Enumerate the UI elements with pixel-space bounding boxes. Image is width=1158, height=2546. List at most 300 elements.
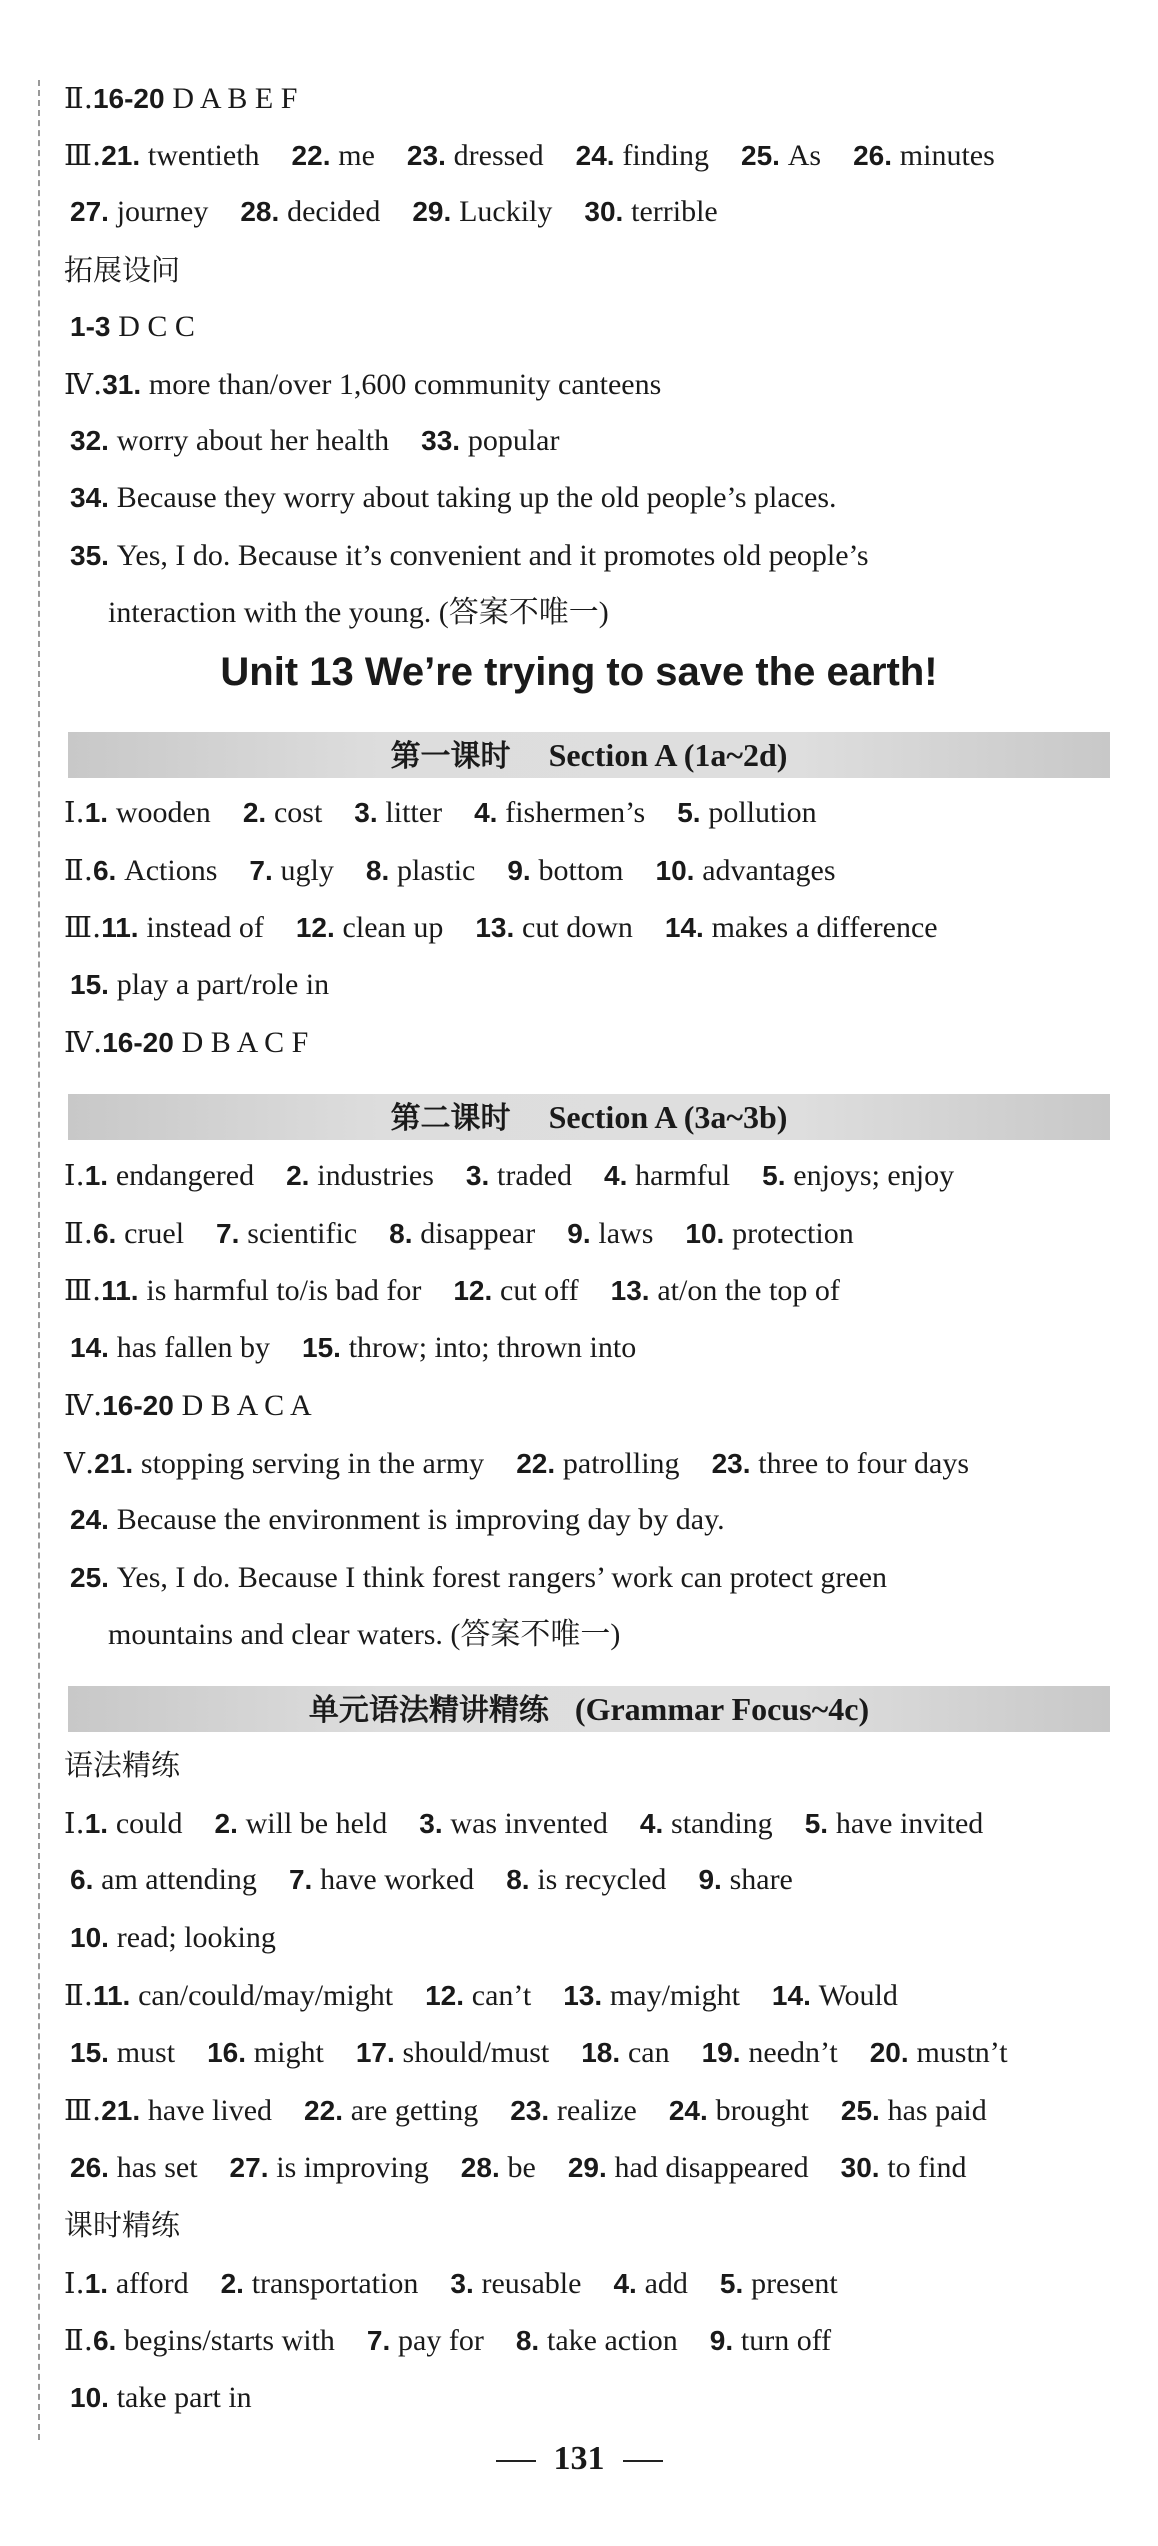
- answer-number: 5: [804, 1807, 821, 1839]
- answer-text: take action: [546, 2324, 678, 2357]
- answer-text: take part in: [116, 2380, 252, 2414]
- answer-item: 9. share: [698, 1863, 793, 1896]
- answer-number: 14: [70, 1331, 102, 1363]
- answer-text: bottom: [538, 853, 624, 887]
- answer-number: 9: [507, 854, 523, 886]
- answer-text: disappear: [420, 1216, 536, 1250]
- answer-item: 3. traded: [465, 1159, 573, 1192]
- answer-number: 16-20: [102, 1027, 174, 1058]
- answer-item: 7. ugly: [249, 853, 334, 887]
- answer-line: [70, 536, 869, 576]
- answer-number: 34: [70, 482, 102, 514]
- answer-number: 5: [762, 1160, 778, 1191]
- answer-item: 1. afford: [84, 2266, 189, 2300]
- answer-item: 9. laws: [567, 1216, 654, 1250]
- answer-number: 8: [365, 854, 382, 886]
- answer-line: [64, 135, 995, 176]
- answer-text: plastic: [397, 853, 476, 887]
- section-2-zh: 第二课时: [390, 1101, 511, 1136]
- answer-line: [64, 2090, 987, 2131]
- answer-line: [70, 1918, 276, 1958]
- answer-item: 25. As: [741, 139, 822, 173]
- roman-numeral: Ⅱ.: [64, 852, 93, 887]
- answer-item: 5. present: [719, 2266, 838, 2300]
- answer-line: [64, 907, 938, 948]
- answer-number: 13: [563, 1980, 595, 2011]
- answer-line: [64, 1385, 312, 1426]
- answer-text: laws: [598, 1216, 654, 1250]
- answer-item: 5. have invited: [804, 1806, 984, 1840]
- answer-number: 8: [389, 1217, 405, 1249]
- answer-number: 15: [70, 2036, 102, 2068]
- roman-numeral: Ⅱ.: [64, 1978, 93, 2012]
- answer-item: 9. bottom: [507, 853, 624, 887]
- answer-text: instead of: [146, 911, 264, 944]
- answer-number: 3: [354, 797, 370, 828]
- answer-line: [64, 1022, 308, 1063]
- answer-line: [70, 2148, 967, 2188]
- answer-text: journey: [116, 195, 209, 229]
- answer-item: 19. needn’t: [701, 2035, 838, 2069]
- answer-number: 25: [840, 2095, 873, 2126]
- answer-number: 26: [70, 2151, 102, 2183]
- answer-item: 25. Yes, I do. Because I think forest rangers’ work can protect green: [70, 1560, 888, 1594]
- answer-number: 8: [506, 1864, 522, 1895]
- answer-item: 14. Would: [771, 1979, 898, 2012]
- section-1-zh: 第一课时: [390, 739, 511, 774]
- answer-line: [70, 1860, 793, 1900]
- answer-text: is harmful to/is bad for: [146, 1274, 422, 1307]
- answer-item: 24. Because the environment is improving day by day.: [70, 1503, 725, 1536]
- subheading: 语法精练: [64, 1748, 181, 1782]
- answer-number: 4: [474, 797, 490, 828]
- answer-text: turn off: [740, 2324, 832, 2357]
- answer-item: 3. reusable: [450, 2266, 582, 2300]
- answer-item: 21. stopping serving in the army: [94, 1446, 485, 1480]
- answer-number: 1: [84, 1160, 101, 1191]
- answer-item: 6. cruel: [92, 1216, 185, 1250]
- subheading: 拓展设问: [64, 252, 181, 287]
- answer-text: litter: [385, 796, 443, 829]
- answer-number: 7: [249, 854, 265, 886]
- answer-item: 13. may/might: [563, 1979, 740, 2012]
- answer-text: has set: [116, 2150, 198, 2184]
- answer-item: 27. journey: [70, 195, 209, 229]
- answer-item: 26. has set: [70, 2150, 198, 2184]
- answer-text: finding: [622, 139, 710, 173]
- section-header-1: [68, 732, 1110, 778]
- answer-item: 12. can’t: [425, 1979, 532, 2012]
- answer-text: has fallen by: [116, 1330, 270, 1364]
- answer-number: 1: [84, 1807, 101, 1839]
- answer-line: [70, 1328, 636, 1368]
- answer-number: 10: [685, 1217, 717, 1249]
- answer-item: 13. cut down: [475, 911, 633, 944]
- answer-text: was invented: [450, 1806, 608, 1840]
- answer-text: add: [644, 2266, 688, 2300]
- roman-numeral: Ⅱ.: [64, 2323, 93, 2357]
- answer-number: 12: [425, 1980, 457, 2011]
- answer-item: 28. decided: [240, 195, 381, 229]
- answer-number: 2: [220, 2267, 237, 2299]
- answer-number: 1: [84, 797, 101, 828]
- answer-text: makes a difference: [711, 911, 938, 944]
- roman-numeral: Ⅲ.: [64, 1273, 102, 1307]
- answer-text: Would: [818, 1979, 898, 2012]
- answer-text: terrible: [631, 195, 718, 229]
- answer-line: [64, 1213, 854, 1254]
- answer-item: [102, 1026, 308, 1059]
- answer-line: [70, 192, 718, 232]
- answer-text: three to four days: [758, 1446, 970, 1480]
- answer-text: As: [787, 139, 822, 173]
- answer-text: will be held: [245, 1806, 388, 1840]
- answer-number: 9: [567, 1217, 583, 1249]
- roman-numeral: Ⅴ.: [64, 1445, 95, 1480]
- answer-number: 13: [610, 1275, 642, 1306]
- answer-text: D B A C A: [181, 1389, 312, 1422]
- answer-item: 35. Yes, I do. Because it’s convenient and it promotes old people’s: [70, 538, 869, 572]
- answer-item: 9. turn off: [709, 2324, 832, 2357]
- answer-number: 7: [216, 1217, 232, 1249]
- answer-number: 6: [70, 1864, 86, 1895]
- answer-item: 2. will be held: [214, 1806, 388, 1840]
- answer-line: [64, 792, 817, 833]
- answer-line: [64, 78, 297, 119]
- answer-number: 6: [92, 854, 109, 886]
- answer-text: traded: [497, 1159, 573, 1192]
- subheading: 课时精练: [64, 2208, 181, 2242]
- answer-item: 25. has paid: [840, 2094, 987, 2127]
- answer-number: 7: [288, 1864, 305, 1895]
- answer-number: 6: [92, 2325, 109, 2356]
- answer-item: 23. dressed: [406, 139, 544, 173]
- answer-number: 4: [613, 2267, 630, 2299]
- answer-item: 8. disappear: [389, 1216, 536, 1250]
- answer-text: are getting: [350, 2094, 479, 2127]
- answer-number: 24: [575, 140, 607, 172]
- answer-text: is recycled: [537, 1863, 667, 1896]
- answer-item: 5. pollution: [677, 796, 817, 829]
- answer-number: 27: [229, 2151, 261, 2183]
- page-footer: [0, 2440, 1158, 2478]
- answer-number: 9: [698, 1864, 715, 1895]
- answer-item: 3. litter: [354, 796, 443, 829]
- roman-numeral: Ⅱ.: [64, 1215, 93, 1250]
- answer-item: 16. might: [207, 2035, 324, 2069]
- answer-item: 33. popular: [421, 424, 560, 458]
- answer-text: have worked: [320, 1863, 475, 1896]
- answer-item: 31. more than/over 1,600 community canteens: [102, 368, 662, 401]
- answer-continuation: mountains and clear waters. (答案不唯一): [108, 1618, 621, 1651]
- answer-number: 14: [771, 1980, 804, 2011]
- answer-item: 30. to find: [840, 2150, 967, 2184]
- answer-text: may/might: [609, 1979, 740, 2012]
- answer-text: reusable: [481, 2266, 582, 2300]
- answer-text: needn’t: [748, 2035, 838, 2069]
- answer-item: 23. realize: [510, 2094, 637, 2127]
- roman-numeral: Ⅲ.: [64, 910, 102, 944]
- answer-item: 22. patrolling: [516, 1446, 680, 1480]
- answer-number: 13: [475, 912, 507, 943]
- footer-dash-right: [623, 2460, 663, 2462]
- answer-item: 12. cut off: [453, 1274, 579, 1307]
- answer-text: clean up: [342, 911, 444, 944]
- answer-text: D A B E F: [172, 82, 298, 115]
- answer-number: 33: [421, 425, 453, 457]
- answer-text: cruel: [124, 1216, 185, 1250]
- answer-item: 17. should/must: [355, 2035, 550, 2069]
- answer-number: 16-20: [102, 1390, 174, 1421]
- answer-text: play a part/role in: [116, 967, 330, 1001]
- answer-item: 15. play a part/role in: [70, 967, 330, 1001]
- answer-item: 14. makes a difference: [664, 911, 938, 944]
- answer-line: [64, 1803, 983, 1844]
- answer-number: 3: [450, 2267, 466, 2299]
- answer-number: 32: [70, 425, 102, 457]
- answer-item: 24. finding: [575, 139, 710, 173]
- answer-text: minutes: [899, 139, 995, 173]
- answer-number: 28: [460, 2151, 492, 2183]
- answer-number: 22: [291, 140, 323, 172]
- answer-text: D C C: [118, 309, 195, 343]
- answer-text: Luckily: [459, 195, 553, 229]
- answer-item: 8. take action: [515, 2324, 678, 2357]
- answer-text: Yes, I do. Because I think forest rangers’ work can protect green: [116, 1560, 888, 1594]
- answer-number: 14: [664, 912, 697, 943]
- answer-item: 6. Actions: [92, 853, 218, 887]
- roman-numeral: Ⅱ.: [64, 81, 93, 115]
- answer-item: 10. take part in: [70, 2380, 252, 2414]
- answer-number: 11: [101, 1275, 131, 1306]
- answer-text: realize: [556, 2094, 637, 2127]
- answer-item: 15. must: [70, 2035, 176, 2069]
- answer-line: [64, 2263, 838, 2304]
- answer-number: 20: [869, 2036, 901, 2068]
- answer-item: [102, 1389, 311, 1422]
- answer-text: could: [115, 1806, 183, 1840]
- answer-number: 27: [70, 196, 102, 228]
- answer-text: to find: [887, 2150, 967, 2184]
- roman-numeral: Ⅳ.: [64, 1025, 103, 1059]
- answer-line: [70, 2033, 1008, 2073]
- answer-line: [70, 478, 837, 518]
- answer-item: 6. begins/starts with: [92, 2324, 335, 2357]
- answer-item: 18. can: [581, 2035, 670, 2069]
- answer-number: 12: [453, 1275, 485, 1306]
- answer-line: [64, 1155, 954, 1196]
- answer-item: 26. minutes: [853, 139, 995, 173]
- answer-text: endangered: [115, 1159, 255, 1192]
- answer-item: 1. endangered: [84, 1159, 255, 1192]
- answer-number: 23: [711, 1447, 743, 1479]
- answer-number: 10: [70, 2381, 102, 2413]
- answer-item: 22. me: [291, 139, 375, 173]
- answer-text: patrolling: [562, 1446, 680, 1480]
- answer-item: 11. instead of: [101, 911, 264, 944]
- answer-number: 25: [70, 1561, 102, 1593]
- answer-text: must: [116, 2035, 176, 2069]
- answer-text: is improving: [276, 2150, 429, 2184]
- answer-number: 25: [741, 140, 773, 172]
- answer-text: ugly: [280, 853, 334, 887]
- answer-text: am attending: [101, 1863, 257, 1896]
- answer-text: can/could/may/might: [138, 1979, 394, 2012]
- answer-number: 10: [70, 1921, 102, 1953]
- answer-number: 15: [302, 1331, 334, 1363]
- answer-item: 8. plastic: [365, 853, 476, 887]
- answer-number: 11: [101, 912, 131, 943]
- answer-text: standing: [671, 1806, 773, 1840]
- answer-line: [64, 1975, 898, 2016]
- answer-item: 14. has fallen by: [70, 1330, 270, 1364]
- answer-text: cost: [273, 796, 323, 829]
- answer-item: 8. is recycled: [506, 1863, 667, 1896]
- answer-item: 29. had disappeared: [567, 2150, 809, 2184]
- answer-number: 4: [604, 1160, 620, 1191]
- answer-item: 34. Because they worry about taking up the old people’s places.: [70, 481, 837, 515]
- answer-item: 6. am attending: [70, 1863, 257, 1896]
- answer-text: decided: [287, 195, 381, 229]
- answer-number: 30: [584, 196, 616, 228]
- answer-item: 12. clean up: [295, 911, 444, 944]
- section-1-en: Section A (1a~2d): [548, 737, 788, 773]
- answer-number: 2: [242, 797, 259, 828]
- section-2-en: Section A (3a~3b): [548, 1099, 788, 1135]
- answer-line: [64, 2320, 831, 2361]
- answer-number: 24: [668, 2095, 700, 2126]
- answer-number: 8: [515, 2325, 532, 2356]
- answer-number: 5: [677, 797, 693, 828]
- answer-text: have lived: [147, 2094, 273, 2127]
- answer-number: 5: [719, 2267, 736, 2299]
- answer-number: 3: [465, 1160, 482, 1191]
- answer-number: 1: [84, 2267, 101, 2299]
- answer-number: 21: [101, 2095, 133, 2126]
- answer-text: present: [751, 2266, 838, 2300]
- answer-text: twentieth: [147, 139, 260, 173]
- answer-number: 21: [94, 1447, 126, 1479]
- answer-text: had disappeared: [614, 2150, 809, 2184]
- answer-number: 23: [406, 140, 439, 172]
- roman-numeral: Ⅰ.: [64, 1158, 85, 1192]
- answer-number: 19: [701, 2036, 733, 2068]
- answer-number: 35: [70, 539, 102, 571]
- answer-text: begins/starts with: [124, 2324, 335, 2357]
- answer-item: [70, 310, 195, 343]
- answer-text: cut off: [500, 1274, 579, 1307]
- answer-number: 7: [366, 2325, 383, 2356]
- answer-text: cut down: [522, 911, 633, 944]
- answer-line: [70, 2378, 252, 2418]
- answer-line: [64, 1443, 969, 1484]
- answer-item: 7. have worked: [288, 1863, 475, 1896]
- answer-text: worry about her health: [116, 424, 390, 458]
- answer-text: wooden: [115, 796, 211, 829]
- answer-line: [64, 364, 661, 405]
- answer-item: 22. are getting: [304, 2094, 479, 2127]
- answer-text: at/on the top of: [657, 1274, 840, 1307]
- answer-number: 1-3: [70, 310, 111, 342]
- section-header-3: [68, 1686, 1110, 1732]
- answer-number: 6: [92, 1217, 109, 1249]
- answer-item: 5. enjoys; enjoy: [762, 1159, 955, 1192]
- answer-number: 3: [419, 1807, 435, 1839]
- answer-number: 9: [709, 2325, 726, 2356]
- answer-number: 24: [70, 1504, 102, 1535]
- answer-line: [70, 965, 329, 1005]
- answer-number: 18: [581, 2036, 613, 2068]
- answer-text: advantages: [702, 853, 836, 887]
- answer-item: 21. have lived: [101, 2094, 273, 2127]
- answer-number: 17: [355, 2036, 387, 2068]
- answer-item: 2. industries: [286, 1159, 434, 1192]
- answer-number: 16: [207, 2036, 239, 2068]
- answer-item: 32. worry about her health: [70, 424, 390, 458]
- answer-text: pollution: [708, 796, 817, 829]
- answer-item: 7. pay for: [366, 2324, 484, 2357]
- answer-text: stopping serving in the army: [140, 1446, 485, 1480]
- answer-number: 10: [655, 854, 687, 886]
- answer-item: 10. advantages: [655, 853, 836, 887]
- section-header-2: [68, 1094, 1110, 1140]
- answer-text: me: [338, 139, 375, 173]
- answer-text: be: [507, 2150, 536, 2184]
- answer-text: Because they worry about taking up the old people’s places.: [116, 481, 837, 515]
- answer-text: share: [729, 1863, 793, 1896]
- answer-item: 7. scientific: [216, 1216, 358, 1250]
- answer-number: 29: [567, 2151, 599, 2183]
- answer-number: 28: [240, 196, 272, 228]
- answer-item: 10. protection: [685, 1216, 854, 1250]
- answer-text: more than/over 1,600 community canteens: [148, 368, 662, 401]
- answer-text: enjoys; enjoy: [793, 1159, 955, 1192]
- answer-item: 27. is improving: [229, 2150, 429, 2184]
- answer-text: dressed: [453, 139, 544, 173]
- answer-item: 11. is harmful to/is bad for: [101, 1274, 422, 1307]
- answer-text: can’t: [471, 1979, 532, 2012]
- page-number: 131: [553, 2440, 605, 2477]
- answer-text: Yes, I do. Because it’s convenient and it promotes old people’s: [116, 538, 869, 572]
- answer-number: 4: [639, 1807, 656, 1839]
- answer-item: 15. throw; into; thrown into: [302, 1330, 637, 1364]
- answer-item: [93, 82, 297, 115]
- answer-item: 4. fishermen’s: [474, 796, 646, 829]
- answer-text: D B A C F: [181, 1026, 309, 1059]
- answer-line: [70, 1500, 725, 1540]
- roman-numeral: Ⅳ.: [64, 367, 103, 401]
- section-3-en: (Grammar Focus~4c): [574, 1691, 870, 1727]
- answer-number: 21: [101, 140, 133, 172]
- answer-item: 1. could: [84, 1806, 183, 1840]
- answer-number: 16-20: [92, 83, 165, 114]
- unit-title: Unit 13 We’re trying to save the earth!: [220, 650, 938, 694]
- roman-numeral: Ⅰ.: [64, 795, 85, 829]
- footer-dash-left: [496, 2460, 536, 2462]
- answer-number: 23: [510, 2095, 542, 2126]
- answer-number: 26: [853, 140, 885, 172]
- answer-line: [64, 1270, 840, 1311]
- answer-text: transportation: [251, 2266, 419, 2300]
- answer-text: afford: [115, 2266, 189, 2300]
- answer-text: read; looking: [116, 1920, 276, 1954]
- answer-line: [64, 850, 836, 891]
- answer-text: harmful: [635, 1159, 731, 1192]
- answer-text: brought: [715, 2094, 809, 2127]
- answer-item: 28. be: [460, 2150, 536, 2184]
- answer-item: 30. terrible: [584, 195, 718, 229]
- answer-item: 29. Luckily: [412, 195, 553, 229]
